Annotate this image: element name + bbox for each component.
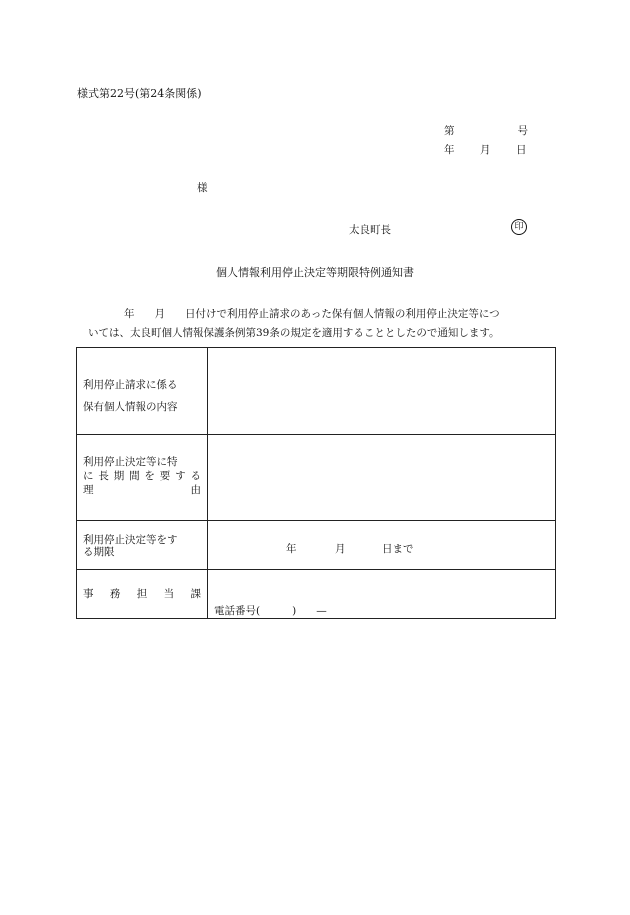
row1-label-line1: 利用停止請求に係る xyxy=(83,379,178,391)
row1-label-cell xyxy=(77,348,208,435)
document-date-line xyxy=(444,142,528,157)
phone-number-line xyxy=(214,603,327,618)
body-text-1: 日付けで利用停止請求のあった保有個人情報の利用停止決定等につ xyxy=(185,308,500,320)
body-text-line-1 xyxy=(124,306,500,321)
body-year: 年 xyxy=(124,308,135,320)
table-row-deadline xyxy=(77,521,556,570)
row2-label-cell xyxy=(77,435,208,521)
deadline-month: 月 xyxy=(335,543,346,555)
row3-label-line1: 利用停止決定等をす xyxy=(83,534,178,546)
document-title: 個人情報利用停止決定等期限特例通知書 xyxy=(216,266,414,279)
row4-label-cell xyxy=(77,570,208,619)
issuer-name: 太良町長 xyxy=(349,224,391,236)
row4-label: 事務担当課 xyxy=(83,588,201,600)
addressee-honorific: 様 xyxy=(197,182,208,194)
row2-label-line3-b: 由 xyxy=(190,484,201,496)
body-month: 月 xyxy=(154,308,165,320)
number-prefix: 第 xyxy=(444,125,455,137)
table-row-content xyxy=(77,348,556,435)
phone-close-paren: ) xyxy=(292,605,297,617)
deadline-year: 年 xyxy=(286,543,297,555)
row1-label-line2: 保有個人情報の内容 xyxy=(83,401,178,413)
phone-dash: — xyxy=(316,605,327,617)
document-number-line xyxy=(444,123,528,138)
row2-label-line1: 利用停止決定等に特 xyxy=(83,456,178,468)
row3-label-cell xyxy=(77,521,208,570)
table-row-department xyxy=(77,570,556,619)
number-suffix: 号 xyxy=(517,125,528,137)
table-row-reason xyxy=(77,435,556,521)
row4-value-cell[interactable] xyxy=(208,570,556,619)
deadline-day: 日まで xyxy=(382,543,414,555)
row3-value-cell[interactable] xyxy=(208,521,556,570)
row2-value-cell[interactable] xyxy=(208,435,556,521)
row1-value-cell[interactable] xyxy=(208,348,556,435)
body-text-line-2: いては、太良町個人情報保護条例第39条の規定を適用することとしたので通知します。 xyxy=(88,327,500,339)
seal-mark: 印 xyxy=(511,219,527,235)
date-day: 日 xyxy=(516,144,527,156)
row2-label-line3-a: 理 xyxy=(83,484,94,496)
notice-table xyxy=(76,347,556,619)
date-year: 年 xyxy=(444,144,455,156)
row3-label-line2: る期限 xyxy=(83,546,115,558)
form-number: 様式第22号(第24条関係) xyxy=(77,87,202,100)
date-month: 月 xyxy=(480,144,491,156)
phone-label: 電話番号( xyxy=(214,605,261,617)
row2-label-line2: に長期間を要する xyxy=(83,470,201,482)
